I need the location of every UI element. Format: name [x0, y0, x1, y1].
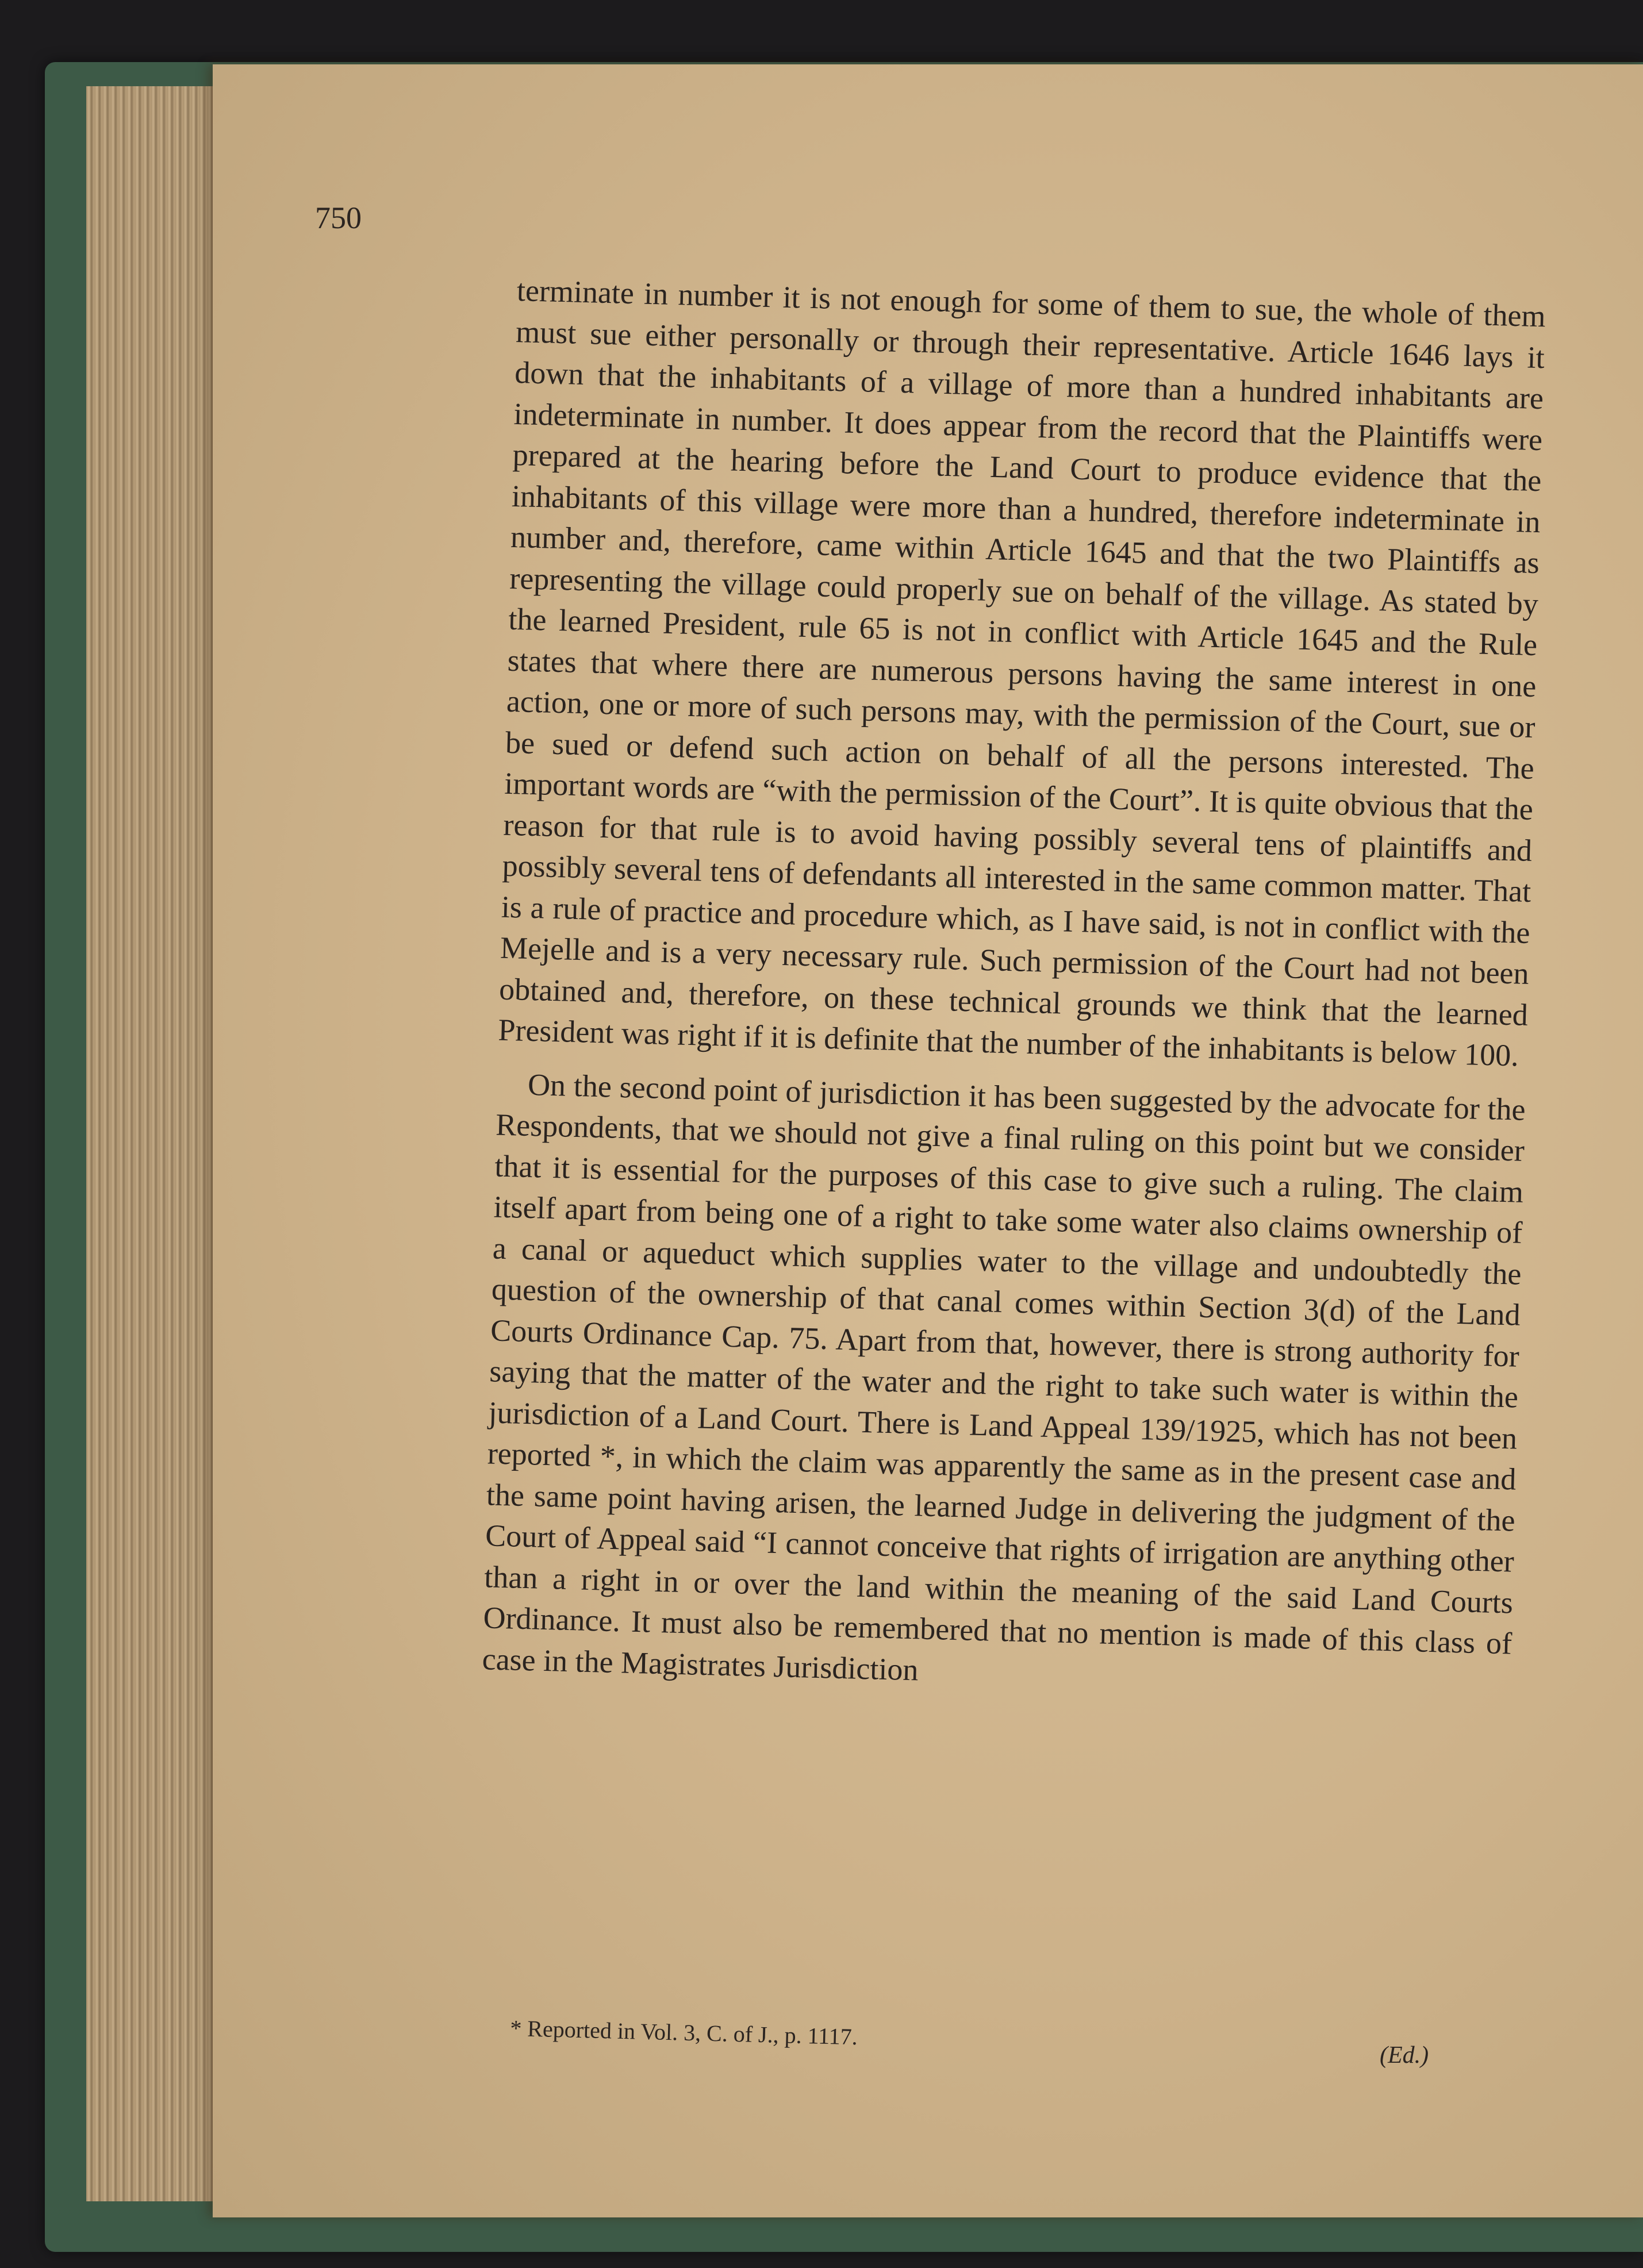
body-text [482, 270, 1546, 1706]
paragraph-1: terminate in number it is not enough for some of them to sue, the whole of them must sue either personally or through their representative. Article 1646 lays it down that the inhabitants of a village of more than a hundred inhabitants are indeterminate in number. It does appear from the record that the Plaintiffs were prepared at the hearing before the Land Court to produce evidence that the inhabitants of this village were more than a hundred, therefore indeterminate in number and, therefore, came within Article 1645 and that the two Plaintiffs as representing the village could properly sue on behalf of the village. As stated by the learned President, rule 65 is not in conflict with Article 1645 and the Rule states that where there are numerous persons having the same interest in one action, one or more of such persons may, with the permission of the Court, sue or be sued or defend such action on behalf of all the persons interested. The important words are “with the permission of the Court”. It is quite obvious that the reason for that rule is to avoid having possibly several tens of plaintiffs and possibly several tens of defendants all interested in the same common matter. That is a rule of practice and procedure which, as I have said, is not in conflict with the Mejelle and is a very necessary rule. Such permission of the Court had not been obtained and, therefore, on these technical grounds we think that the learned President was right if it is definite that the number of the inhabitants is below 100. [497, 272, 1546, 1073]
footnote: * Reported in Vol. 3, C. of J., p. 1117. [509, 2015, 858, 2050]
editor-mark: (Ed.) [1380, 2042, 1429, 2069]
page-number: 750 [315, 201, 362, 235]
paragraph-2: On the second point of jurisdiction it has been suggested by the advocate for the Respondents, that we should not give a final ruling on this point but we consider that it is essential for the purposes of this case to give such a ruling. The claim itself apart from being one of a right to take some water also claims ownership of a canal or aqueduct which supplies water to the village and undoubtedly the question of the ownership of that canal comes within Section 3(d) of the Land Courts Ordinance Cap. 75. Apart from that, however, there is strong authority for saying that the matter of the water and the right to take such water is within the jurisdiction of a Land Court. There is Land Appeal 139/1925, which has not been reported *, in which the claim was apparently the same as in the present case and the same point having arisen, the learned Judge in delivering the judgment of the Court of Appeal said “I cannot conceive that rights of irrigation are anything other than a right in or over the land within the meaning of the said Land Courts Ordinance. It must also be remembered that no mention is made of this class of case in the Magistrates Jurisdiction [482, 1067, 1526, 1687]
